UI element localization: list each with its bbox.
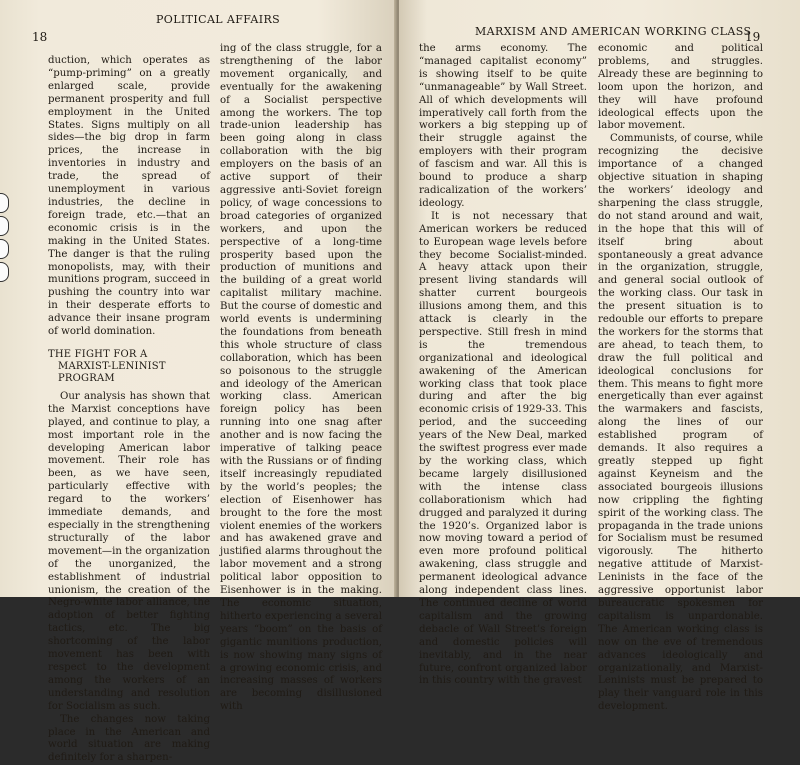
section-heading-line: THE FIGHT FOR A bbox=[48, 348, 148, 360]
left-column-2 bbox=[220, 43, 382, 714]
section-heading bbox=[48, 349, 210, 385]
left-page bbox=[0, 0, 397, 764]
paragraph: Communists, of course, while recognizing the decisive importance of a changed objective situation in shaping the workers’ ideology and sharpening the class struggle, do not stand around and wait, in the hope that this will of itself bring about spontaneously a great advance in the organization, struggle, and general social outlook of the working class. Our task in the present situation is to redouble our efforts to prepare the workers for the storms that are ahead, to teach them, to draw the full political and ideological conclusions for them. This means to fight more energetically than ever against the warmakers and fascists, along the lines of our established program of demands. It also requires a greatly stepped up fight against Keyneism and the associated bourgeois illusions now crippling the fighting spirit of the working class. The propaganda in the trade unions for Socialism must be resumed vigorously. The hitherto negative attitude of Marxist-Leninists in the face of the aggressive opportunist labor bureaucratic spokesmen for capitalism is unpardonable. The American working class is now on the eve of tremendous advances ideologically and organizationally, and Marxist-Leninists must be prepared to play their vanguard role in this development. bbox=[598, 133, 763, 713]
page-number: 19 bbox=[745, 30, 761, 44]
left-column-1 bbox=[48, 55, 210, 765]
paragraph: economic and political problems, and struggles. Already these are beginning to loom upon the horizon, and they will have profound ideological effects upon the labor movement. bbox=[598, 43, 763, 132]
binding-clip bbox=[0, 262, 9, 282]
paragraph: The changes now taking place in the American and world situation are making definitely for a sharpen- bbox=[48, 713, 210, 764]
section-heading-line: MARXIST-LENINIST PROGRAM bbox=[58, 360, 166, 384]
binding-clip bbox=[0, 216, 9, 236]
binding-clip bbox=[0, 239, 9, 259]
page-number: 18 bbox=[32, 30, 48, 44]
right-page bbox=[399, 0, 800, 713]
paragraph: the arms economy. The “managed capitalist economy” is showing itself to be quite “unmanageable” by Wall Street. All of which developments will imperatively call forth from the workers a big stepping up of their struggle against the employers with their program of fascism and war. All this is bound to produce a sharp radicalization of the workers’ ideology. bbox=[419, 43, 587, 209]
paragraph: It is not necessary that American workers be reduced to European wage levels before they become Socialist-minded. A heavy attack upon their present living standards will shatter current bourgeois illusions among them, and this attack is clearly in the perspective. Still fresh in mind is the tremendous organizational and ideological awakening of the American working class that took place during and after the big economic crisis of 1929-33. This period, and the succeeding years of the New Deal, marked the swiftest progress ever made by the working class, which became largely disillusioned with the intense class collaborationism which had drugged and paralyzed it during the 1920’s. Organized labor is now moving toward a period of even more profound political awakening, class struggle and permanent ideological advance along independent class lines. The continued decline of world capitalism and the growing debacle of Wall Street’s foreign and domestic policies will inevitably, and in the near future, confront organized labor in this country with the gravest bbox=[419, 210, 587, 687]
running-head: MARXISM AND AMERICAN WORKING CLASS bbox=[475, 25, 752, 38]
paragraph: Our analysis has shown that the Marxist conceptions have played, and continue to play, a most important role in the developing American labor movement. Their role has been, as we have seen, particularly effective with regard to the workers’ immediate demands, and especially in the strengthening structurally of the labor movement—in the organization of the unorganized, the establishment of industrial unionism, the creation of the Negro-white labor alliance, the adoption of better fighting tactics, etc. The big shortcoming of the labor movement has been with respect to the development among the workers of an understanding and resolution for Socialism as such. bbox=[48, 390, 210, 712]
paragraph: ing of the class struggle, for a strengthening of the labor movement organically, and eventually for the awakening of a Socialist perspective among the workers. The top trade-union leadership has been going along in class collaboration with the big employers on the basis of an active support of their aggressive anti-Soviet foreign policy, of wage concessions to broad categories of organized workers, and upon the perspective of a long-time prosperity based upon the production of munitions and the building of a great world capitalist military machine. But the course of domestic and world events is undermining the foundations from beneath this whole structure of class collaboration, which has been so poisonous to the struggle and ideology of the American working class. American foreign policy has been running into one snag after another and is now facing the imperative of talking peace with the Russians or of finding itself increasingly repudiated by the world’s peoples; the election of Eisenhower has brought to the fore the most violent enemies of the workers and has awakened grave and justified alarms throughout the labor movement and a strong political labor opposition to Eisenhower is in the making. The economic situation, hitherto experiencing a several years “boom” on the basis of gigantic munitions production, is now showing many signs of a growing economic crisis, and increasing masses of workers are becoming disillusioned with bbox=[220, 43, 382, 713]
right-column-1 bbox=[419, 43, 587, 688]
paragraph: duction, which operates as “pump-priming” on a greatly enlarged scale, provide permanent prosperity and full employment in the United States. Signs multiply on all sides—the big drop in farm prices, the increase in inventories in industry and trade, the spread of unemployment in various industries, the decline in foreign trade, etc.—that an economic crisis is in the making in the United States. The danger is that the ruling monopolists, may, with their munitions program, succeed in pushing the country into war in their desperate efforts to advance their insane program of world domination. bbox=[48, 55, 210, 338]
running-head: POLITICAL AFFAIRS bbox=[156, 13, 281, 26]
right-column-2 bbox=[598, 43, 763, 714]
binding-clip bbox=[0, 193, 9, 213]
